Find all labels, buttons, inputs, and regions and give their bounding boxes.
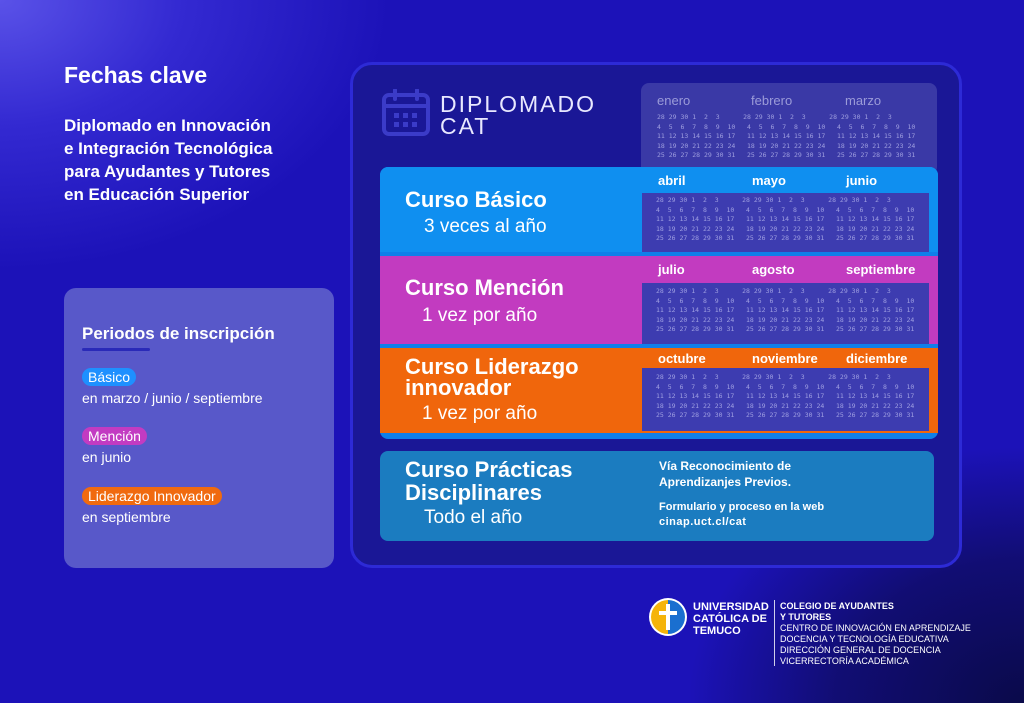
page-subtitle [64, 114, 354, 206]
badge-basico: Básico [82, 368, 136, 386]
course-title: innovador [405, 375, 512, 400]
months-q2 [658, 173, 940, 188]
organization-info [780, 601, 971, 667]
program-name-line: DIPLOMADO [440, 91, 597, 117]
title-underline [82, 348, 150, 351]
org-line-bold: Y TUTORES [780, 612, 832, 622]
note-line: Aprendizanjes Previos. [659, 475, 792, 489]
course-basico [380, 167, 938, 252]
university-name [693, 601, 769, 637]
university-name-line: CATÓLICA DE [693, 613, 767, 625]
calendar-q1 [641, 83, 937, 175]
month-label: julio [658, 262, 685, 277]
diplomado-card [350, 62, 962, 568]
note-line: Vía Reconocimiento de [659, 459, 792, 473]
courses-panel [380, 167, 938, 439]
course-title: Curso Básico [405, 187, 547, 212]
practicas-note [659, 458, 791, 490]
course-practicas [380, 451, 934, 541]
practicas-web [659, 500, 824, 530]
course-title: Curso Liderazgo [405, 354, 579, 379]
calendar-grid: 28 29 30 1 2 3 28 29 30 1 2 3 28 29 30 1 2 3 4 5 6 7 8 9 10 4 5 6 7 8 9 10 4 5 6 7 8 9 10 11 12 13 14 15 16 17 11 12 13 14 15 16 17 11 12 13 14 15 16 17 18 19 20 21 22 23 24 18 19 20 21 22 23 24 18 19 20 21 22 23 24 25 26 27 28 29 30 31 25 26 27 28 29 30 31 25 26 27 28 29 30 31 [656, 373, 915, 419]
enrollment-item-liderazgo [82, 487, 222, 525]
enrollment-item-mencion [82, 427, 147, 465]
period-mencion: en junio [82, 449, 132, 465]
org-line: CENTRO DE INNOVACIÓN EN APRENDIZAJE [780, 623, 971, 633]
calendar-grid: 28 29 30 1 2 3 28 29 30 1 2 3 28 29 30 1 2 3 4 5 6 7 8 9 10 4 5 6 7 8 9 10 4 5 6 7 8 9 10 11 12 13 14 15 16 17 11 12 13 14 15 16 17 11 12 13 14 15 16 17 18 19 20 21 22 23 24 18 19 20 21 22 23 24 18 19 20 21 22 23 24 25 26 27 28 29 30 31 25 26 27 28 29 30 31 25 26 27 28 29 30 31 [656, 196, 915, 242]
months-q1 [657, 93, 939, 108]
enrollment-item-basico [82, 368, 263, 406]
calendar-q2 [642, 193, 929, 252]
course-title: Curso Mención [405, 275, 564, 300]
calendar-grid: 28 29 30 1 2 3 28 29 30 1 2 3 28 29 30 1 2 3 4 5 6 7 8 9 10 4 5 6 7 8 9 10 4 5 6 7 8 9 10 11 12 13 14 15 16 17 11 12 13 14 15 16 17 11 12 13 14 15 16 17 18 19 20 21 22 23 24 18 19 20 21 22 23 24 18 19 20 21 22 23 24 25 26 27 28 29 30 31 25 26 27 28 29 30 31 25 26 27 28 29 30 31 [657, 113, 916, 159]
program-name-line: CAT [440, 113, 491, 139]
calendar-grid: 28 29 30 1 2 3 28 29 30 1 2 3 28 29 30 1 2 3 4 5 6 7 8 9 10 4 5 6 7 8 9 10 4 5 6 7 8 9 10 11 12 13 14 15 16 17 11 12 13 14 15 16 17 11 12 13 14 15 16 17 18 19 20 21 22 23 24 18 19 20 21 22 23 24 18 19 20 21 22 23 24 25 26 27 28 29 30 31 25 26 27 28 29 30 31 25 26 27 28 29 30 31 [656, 287, 915, 333]
month-label: diciembre [846, 351, 908, 366]
month-label: enero [657, 93, 691, 108]
course-frequency: 3 veces al año [424, 216, 547, 237]
course-title: Curso Prácticas [405, 457, 573, 482]
calendar-q3 [642, 283, 929, 344]
enrollment-title: Periodos de inscripción [82, 324, 275, 343]
web-line: Formulario y proceso en la web [659, 501, 825, 513]
course-frequency: Todo el año [424, 507, 523, 528]
month-label: abril [658, 173, 686, 188]
period-liderazgo: en septiembre [82, 509, 171, 525]
org-line-bold: COLEGIO DE AYUDANTES [780, 601, 894, 611]
org-line: DIRECCIÓN GENERAL DE DOCENCIA [780, 645, 941, 655]
university-name-line: TEMUCO [693, 625, 741, 637]
web-link[interactable]: cinap.uct.cl/cat [659, 516, 747, 528]
month-label: septiembre [846, 262, 916, 277]
course-liderazgo [380, 348, 938, 433]
month-label: marzo [845, 93, 882, 108]
subtitle-line: en Educación Superior [64, 185, 250, 204]
calendar-q4 [642, 368, 929, 431]
month-label: mayo [752, 173, 786, 188]
month-label: junio [846, 173, 878, 188]
calendar-icon [381, 89, 431, 137]
subtitle-line: para Ayudantes y Tutores [64, 162, 271, 181]
badge-liderazgo: Liderazgo Innovador [82, 487, 222, 505]
program-name [440, 93, 596, 137]
page-title: Fechas clave [64, 62, 208, 88]
period-basico: en marzo / junio / septiembre [82, 390, 263, 406]
month-label: octubre [658, 351, 706, 366]
course-frequency: 1 vez por año [422, 403, 538, 424]
month-label: noviembre [752, 351, 818, 366]
course-frequency: 1 vez por año [422, 305, 538, 326]
month-label: febrero [751, 93, 793, 108]
months-q4 [658, 351, 940, 366]
enrollment-card [64, 288, 334, 568]
subtitle-line: e Integración Tecnológica [64, 139, 273, 158]
university-logo-icon [648, 597, 688, 637]
course-title: Disciplinares [405, 480, 542, 505]
subtitle-line: Diplomado en Innovación [64, 116, 271, 135]
footer-divider [774, 600, 775, 666]
month-label: agosto [752, 262, 795, 277]
org-line: DOCENCIA Y TECNOLOGÍA EDUCATIVA [780, 634, 949, 644]
badge-mencion: Mención [82, 427, 147, 445]
months-q3 [658, 262, 940, 277]
course-mencion [380, 256, 938, 344]
org-line: VICERRECTORÍA ACADÉMICA [780, 656, 909, 666]
university-name-line: UNIVERSIDAD [693, 601, 769, 613]
